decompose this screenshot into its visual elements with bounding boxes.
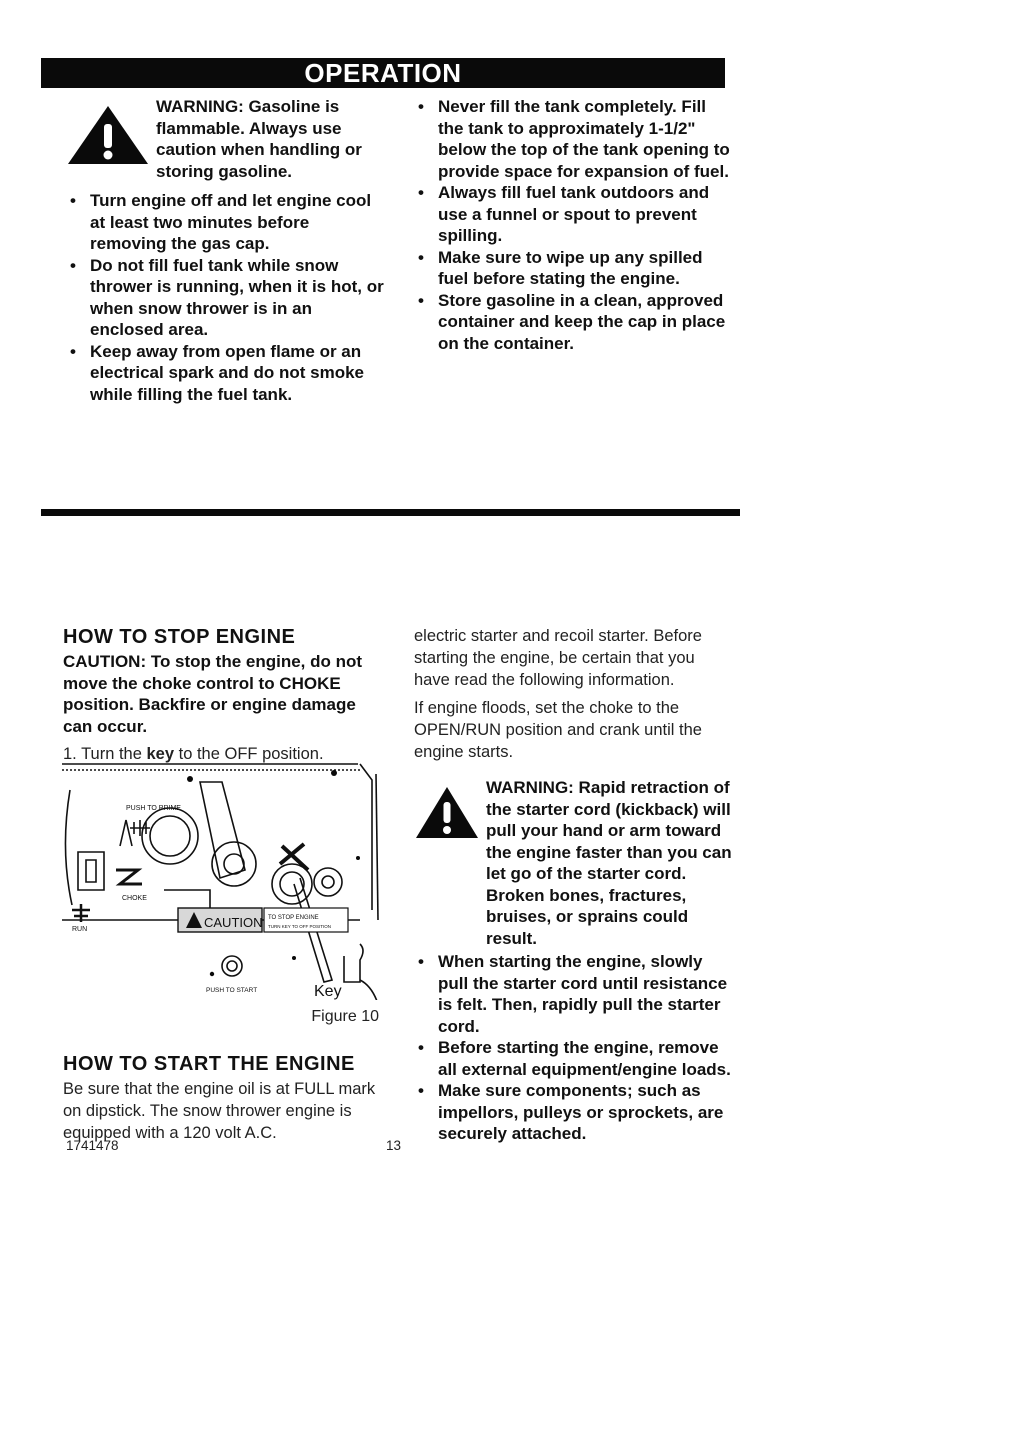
step-key-word: key: [146, 745, 175, 763]
caution-text: CAUTION: To stop the engine, do not move the choke control to CHOKE position. Backfire or engine damage can occur.: [63, 652, 363, 736]
to-stop-label: TO STOP ENGINE: [268, 915, 319, 921]
start-engine-continued: [414, 625, 734, 1145]
list-item: • Always fill fuel tank outdoors and use a funnel or spout to prevent spilling.: [414, 182, 732, 247]
control-panel-illustration: [60, 760, 380, 1000]
stop-engine-section: [63, 625, 383, 765]
step-text-post: to the OFF position.: [178, 745, 324, 763]
choke-label: CHOKE: [122, 895, 147, 902]
push-to-start-label: PUSH TO START: [206, 987, 258, 994]
step-number: 1.: [63, 745, 77, 763]
section-title: HOW TO START THE ENGINE: [63, 1053, 355, 1075]
key-label: Key: [314, 983, 342, 1000]
warning-text: WARNING: Rapid retraction of the starter cord (kickback) will pull your hand or arm toward the engine faster than you can let go of the starter cord. Broken bones, fractures, bruises, or sprains could result.: [486, 778, 732, 948]
caution-label: CAUTION: [204, 915, 263, 930]
flood-paragraph: If engine floods, set the choke to the OPEN/RUN position and crank until the engine starts.: [414, 699, 702, 761]
start-paragraph-continued: electric starter and recoil starter. Before starting the engine, be certain that you have read the following information.: [414, 627, 702, 689]
figure-caption: Figure 10: [311, 1008, 379, 1025]
fuel-tips-column: [414, 96, 732, 354]
warning-header: [66, 96, 384, 182]
list-item: • Never fill the tank completely. Fill the tank to approximately 1-1/2" below the top of the tank opening to provide space for expansion of fuel.: [414, 96, 732, 182]
start-engine-section: [63, 1052, 381, 1144]
part-number: 1741478: [66, 1138, 119, 1153]
run-label: RUN: [72, 926, 88, 933]
warning-triangle-icon: [66, 104, 150, 166]
list-item: • Make sure to wipe up any spilled fuel before stating the engine.: [414, 247, 732, 290]
figure-10: [60, 760, 380, 1000]
push-to-prime-label: PUSH TO PRIME: [126, 805, 181, 812]
warning-text: WARNING: Gasoline is flammable. Always use caution when handling or storing gasoline.: [156, 97, 362, 181]
kickback-bullet-list: [414, 951, 734, 1145]
fuel-tips-list: [414, 96, 732, 354]
warning-header: [414, 777, 734, 949]
section-divider: [41, 509, 740, 516]
warning-bullet-list: [66, 190, 384, 405]
list-item: • Before starting the engine, remove all external equipment/engine loads.: [414, 1037, 734, 1080]
turn-key-label: TURN KEY TO OFF POSITION: [268, 924, 332, 929]
list-item: • Turn engine off and let engine cool at least two minutes before removing the gas cap.: [66, 190, 384, 255]
list-item: • Keep away from open flame or an electrical spark and do not smoke while filling the fuel tank.: [66, 341, 384, 406]
gasoline-warning: [66, 96, 384, 405]
section-title: HOW TO STOP ENGINE: [63, 626, 296, 648]
step-text-pre: Turn the: [81, 745, 142, 763]
list-item: • When starting the engine, slowly pull the starter cord until resistance is felt. Then, rapidly pull the starter cord.: [414, 951, 734, 1037]
list-item: • Store gasoline in a clean, approved container and keep the cap in place on the container.: [414, 290, 732, 355]
list-item: • Make sure components; such as impellors, pulleys or sprockets, are securely attached.: [414, 1080, 734, 1145]
start-paragraph-1: Be sure that the engine oil is at FULL mark on dipstick. The snow thrower engine is equipped with a 120 volt A.C.: [63, 1080, 376, 1142]
kickback-warning: [414, 777, 734, 1145]
page-title-banner: OPERATION: [41, 58, 725, 88]
list-item: • Do not fill fuel tank while snow thrower is running, when it is hot, or when snow thrower is in an enclosed area.: [66, 255, 384, 341]
page-number: 13: [386, 1138, 402, 1153]
warning-triangle-icon: [414, 785, 480, 840]
